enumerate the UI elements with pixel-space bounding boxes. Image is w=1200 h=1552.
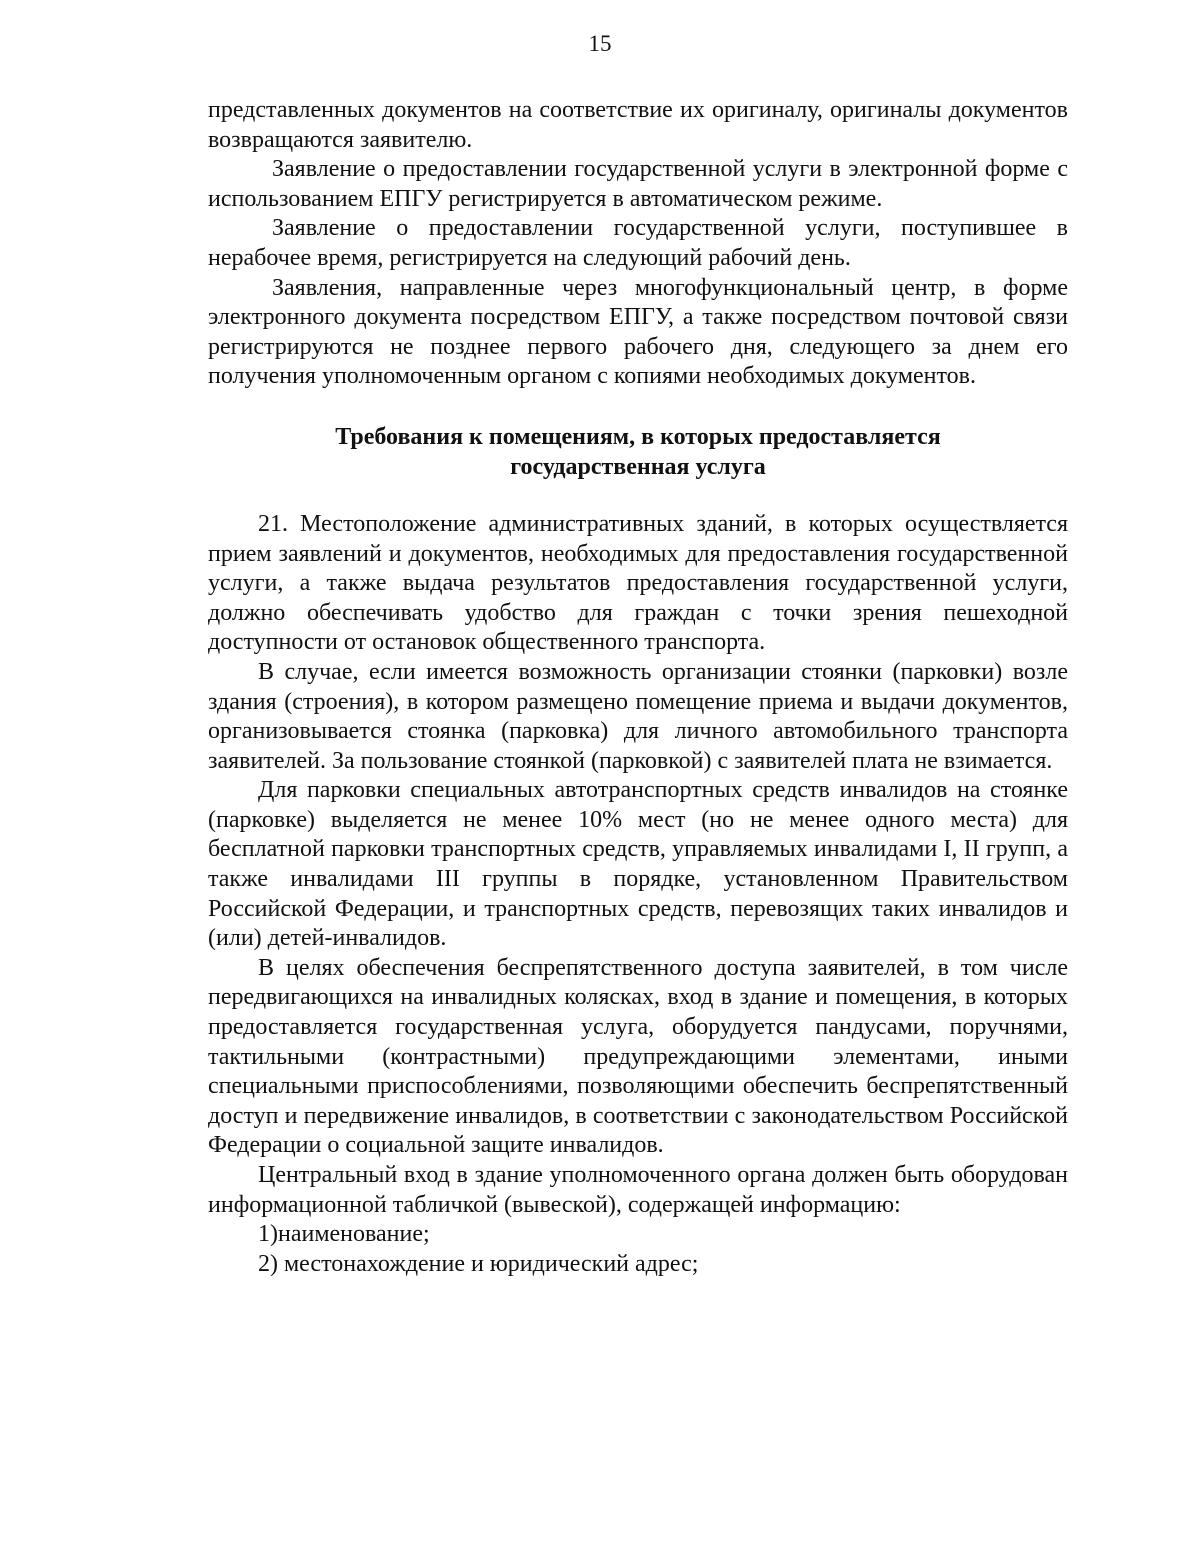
section-heading: Требования к помещениям, в которых предоставляется государственная услуга [335,423,941,480]
paragraph-central-entrance: Центральный вход в здание уполномоченного органа должен быть оборудован информационной табличкой (вывеской), содержащей информацию: [208,1162,1068,1218]
paragraph-parking: В случае, если имеется возможность организации стоянки (парковки) возле здания (строения), в котором размещено помещение приема и выдачи документов, организовывается стоянка (парковка) для личного автомобильного транспорта заявителей. За пользование стоянкой (парковкой) с заявителей плата не взимается. [208,658,1068,774]
paragraph-building-location: 21. Местоположение административных зданий, в которых осуществляется прием заявлений и документов, необходимых для предоставления государственной услуги, а также выдача результатов предоставления государственной услуги, должно обеспечивать удобство для граждан с точки зрения пешеходной доступности от остановок общественного транспорта. [208,510,1068,656]
list-item: 1)наименование; [258,1221,430,1248]
document-body [208,96,1068,1279]
list-item: 2) местонахождение и юридический адрес; [258,1250,699,1277]
paragraph-nonworking-time: Заявление о предоставлении государственной услуги, поступившее в нерабочее время, регистрируется на следующий рабочий день. [208,215,1068,271]
paragraph-mfc-registration: Заявления, направленные через многофункциональный центр, в форме электронного документа посредством ЕПГУ, а также посредством почтовой связи регистрируются не позднее первого рабочего дня, следующего за днем его получения уполномоченным органом с копиями необходимых документов. [208,274,1068,390]
paragraph-epgu-registration: Заявление о предоставлении государственной услуги в электронной форме с использованием ЕПГУ регистрируется в автоматическом режиме. [208,156,1068,212]
page-number: 15 [588,31,612,56]
paragraph-continuation: представленных документов на соответствие их оригиналу, оригиналы документов возвращаются заявителю. [208,97,1068,153]
paragraph-accessibility: В целях обеспечения беспрепятственного доступа заявителей, в том числе передвигающихся на инвалидных колясках, вход в здание и помещения, в которых предоставляется государственная услуга, оборудуется пандусами, поручнями, тактильными (контрастными) предупреждающими элементами, иными специальными приспособлениями, позволяющими обеспечить беспрепятственный доступ и передвижение инвалидов, в соответствии с законодательством Российской Федерации о социальной защите инвалидов. [208,954,1068,1159]
paragraph-disabled-parking: Для парковки специальных автотранспортных средств инвалидов на стоянке (парковке) выделяется не менее 10% мест (но не менее одного места) для бесплатной парковки транспортных средств, управляемых инвалидами I, II групп, а также инвалидами III группы в порядке, установленном Правительством Российской Федерации, и транспортных средств, перевозящих таких инвалидов и (или) детей-инвалидов. [208,777,1068,952]
